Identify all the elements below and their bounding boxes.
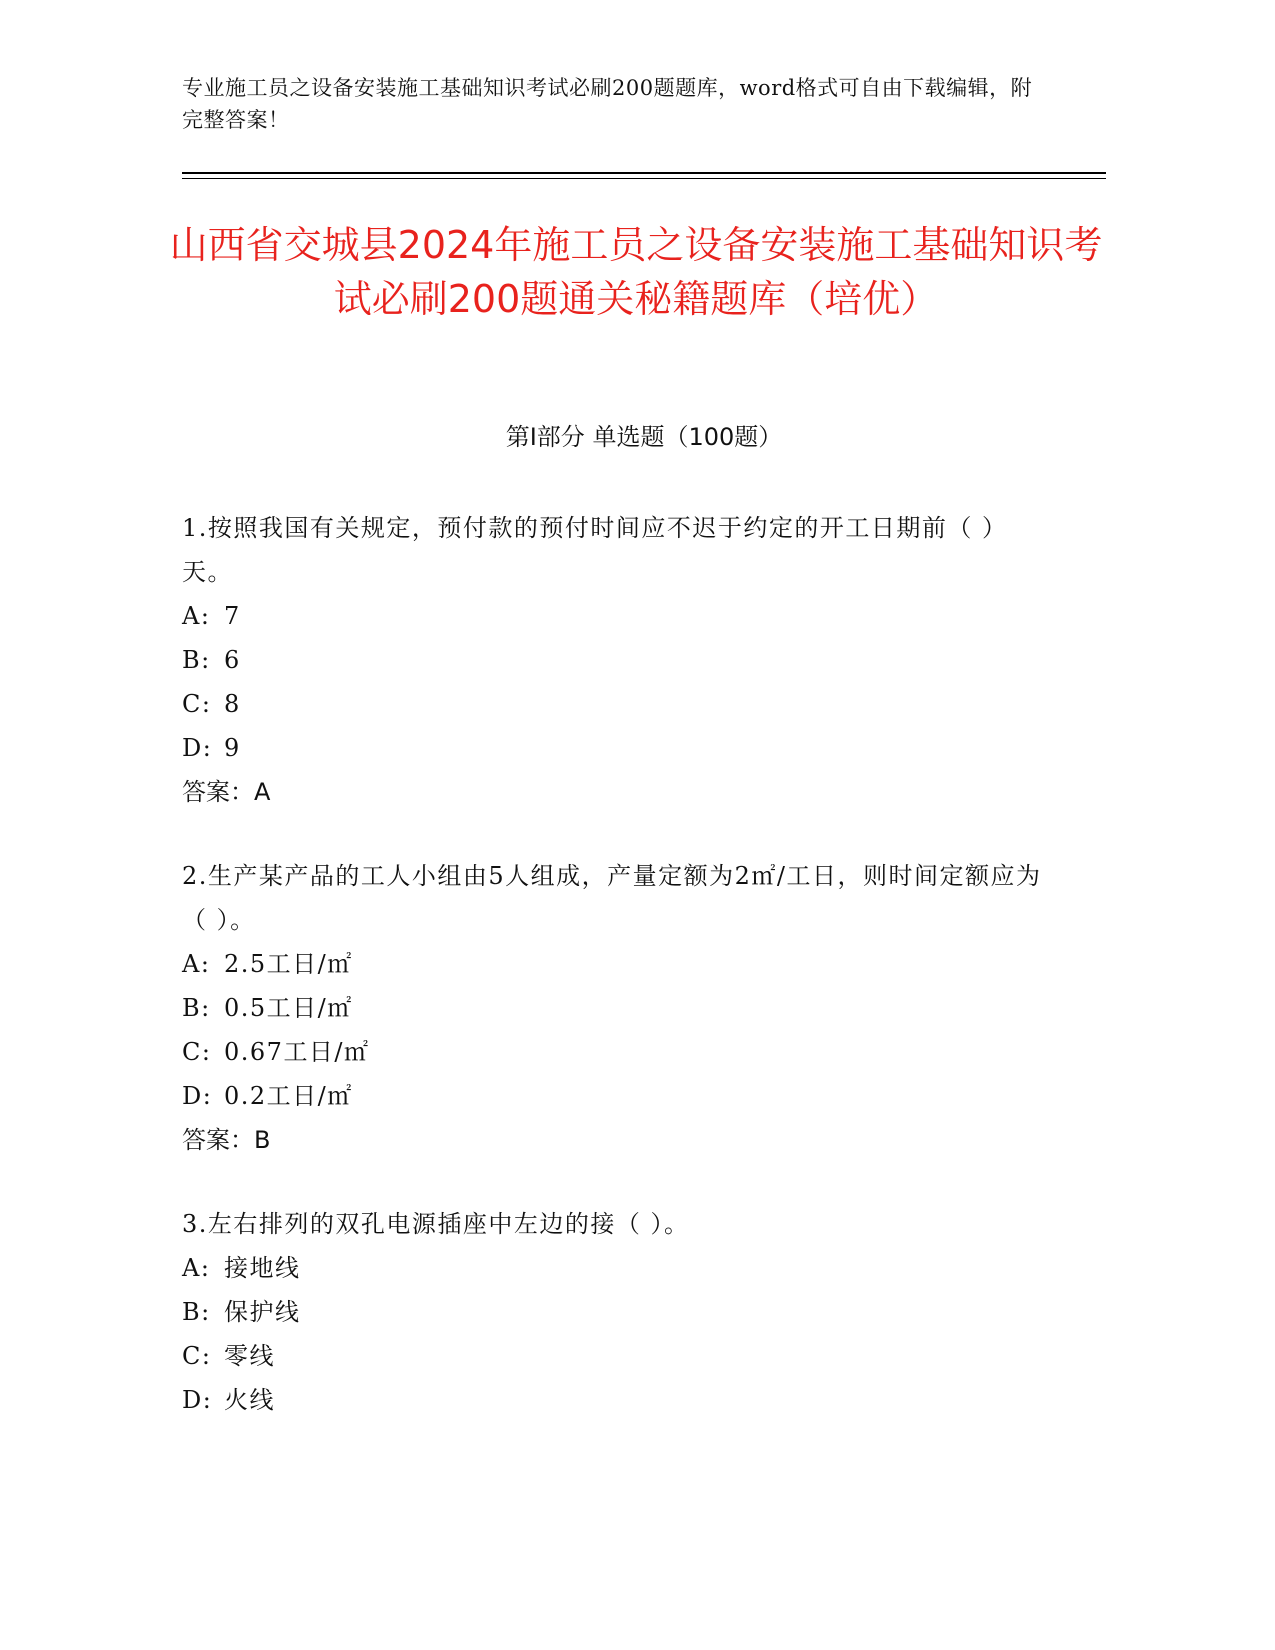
option-key: B: bbox=[182, 646, 211, 674]
option-text: 零线 bbox=[224, 1342, 275, 1370]
option-key: D: bbox=[182, 1082, 213, 1110]
question-stem: 1.按照我国有关规定，预付款的预付时间应不迟于约定的开工日期前（ ）天。 bbox=[182, 514, 1008, 586]
option-d bbox=[182, 726, 1042, 770]
option-key: C: bbox=[182, 1342, 212, 1370]
option-text: 9 bbox=[224, 734, 241, 762]
option-a bbox=[182, 942, 1042, 986]
option-key: C: bbox=[182, 690, 212, 718]
option-key: B: bbox=[182, 994, 211, 1022]
question-3 bbox=[182, 1202, 1042, 1422]
option-text: 0.2工日/㎡ bbox=[224, 1082, 353, 1110]
option-text: 保护线 bbox=[224, 1298, 301, 1326]
document-title: 山西省交城县2024年施工员之设备安装施工基础知识考试必刷200题通关秘籍题库（培优） bbox=[169, 223, 1103, 321]
option-text: 7 bbox=[224, 602, 241, 630]
option-text: 0.5工日/㎡ bbox=[224, 994, 353, 1022]
option-key: A: bbox=[182, 602, 211, 630]
option-text: 接地线 bbox=[224, 1254, 301, 1282]
question-list bbox=[182, 506, 1042, 1462]
option-key: B: bbox=[182, 1298, 211, 1326]
option-a bbox=[182, 1246, 1042, 1290]
section-title: 第Ⅰ部分 单选题（100题） bbox=[505, 423, 783, 451]
question-stem: 3.左右排列的双孔电源插座中左边的接（ ）。 bbox=[182, 1210, 690, 1238]
option-d bbox=[182, 1074, 1042, 1118]
option-key: D: bbox=[182, 734, 213, 762]
option-b bbox=[182, 986, 1042, 1030]
option-c bbox=[182, 1030, 1042, 1074]
option-key: A: bbox=[182, 1254, 211, 1282]
header-divider-thick bbox=[182, 172, 1106, 174]
option-c bbox=[182, 682, 1042, 726]
option-key: A: bbox=[182, 950, 211, 978]
option-text: 0.67工日/㎡ bbox=[224, 1038, 370, 1066]
answer-line: 答案：B bbox=[182, 1126, 271, 1154]
question-stem: 2.生产某产品的工人小组由5人组成，产量定额为2㎡/工日，则时间定额应为（ ）。 bbox=[182, 862, 1042, 934]
answer-line: 答案：A bbox=[182, 778, 271, 806]
option-key: D: bbox=[182, 1386, 213, 1414]
option-c bbox=[182, 1334, 1042, 1378]
option-b bbox=[182, 1290, 1042, 1334]
header-note: 专业施工员之设备安装施工基础知识考试必刷200题题库，word格式可自由下载编辑，附完整答案！ bbox=[182, 76, 1033, 132]
header-divider-thin bbox=[182, 178, 1106, 179]
option-text: 2.5工日/㎡ bbox=[224, 950, 353, 978]
option-a bbox=[182, 594, 1042, 638]
option-text: 8 bbox=[224, 690, 241, 718]
option-key: C: bbox=[182, 1038, 212, 1066]
question-2 bbox=[182, 854, 1042, 1162]
option-b bbox=[182, 638, 1042, 682]
question-1 bbox=[182, 506, 1042, 814]
option-text: 火线 bbox=[224, 1386, 275, 1414]
option-text: 6 bbox=[224, 646, 241, 674]
option-d bbox=[182, 1378, 1042, 1422]
